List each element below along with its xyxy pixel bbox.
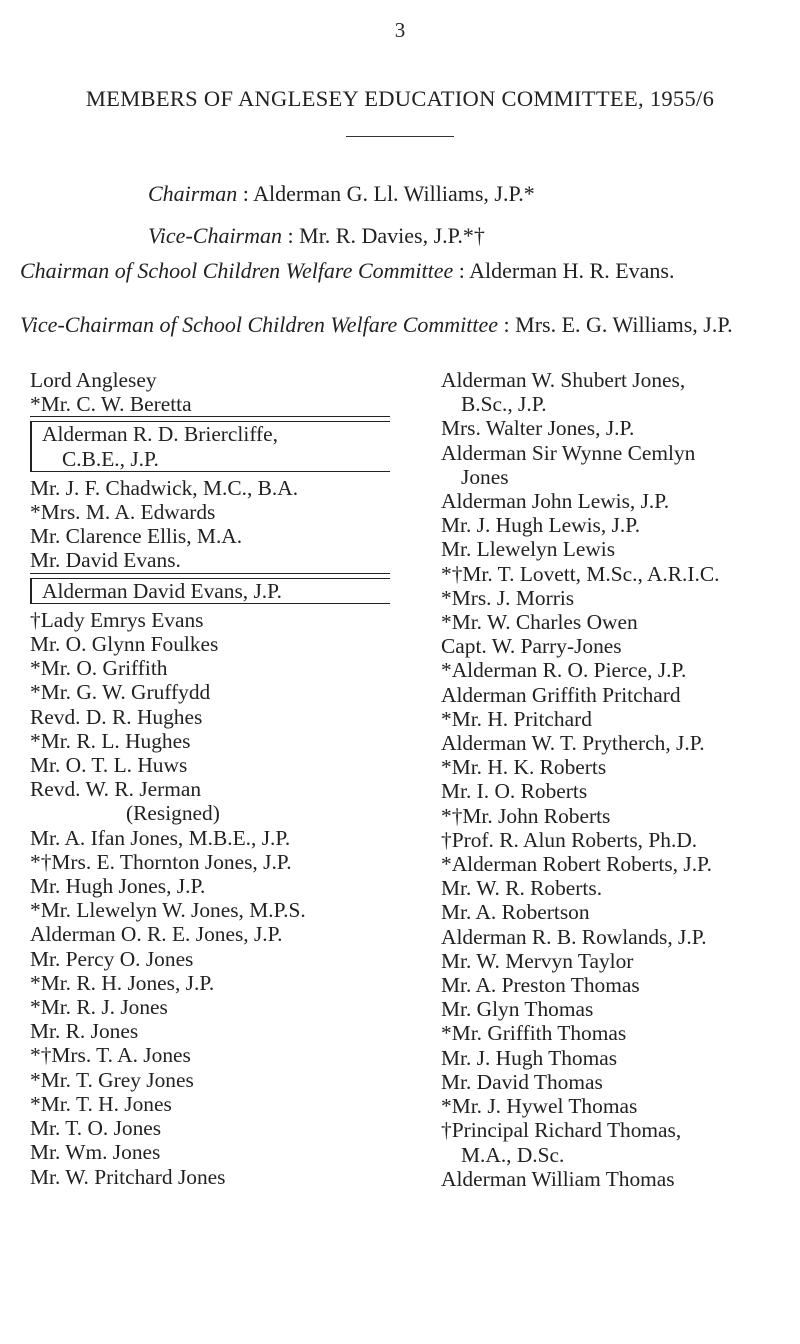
member-entry: Lord Anglesey bbox=[30, 368, 157, 392]
member-entry: *†Mr. T. Lovett, M.Sc., A.R.I.C. bbox=[441, 561, 720, 586]
member-entry: *Mr. Griffith Thomas bbox=[441, 1021, 627, 1046]
member-entry: Revd. D. R. Hughes bbox=[30, 704, 203, 729]
member-entry: Alderman David Evans, J.P. bbox=[42, 578, 283, 603]
member-entry: †Prof. R. Alun Roberts, Ph.D. bbox=[441, 827, 698, 852]
welfare-chairman-block bbox=[20, 256, 782, 285]
member-entry: Alderman William Thomas bbox=[441, 1166, 675, 1191]
member-entry: *Mrs. J. Morris bbox=[441, 585, 575, 610]
member-entry: Mr. W. R. Roberts. bbox=[441, 876, 603, 901]
welfare-chairman-name: : Alderman H. R. Evans. bbox=[458, 258, 675, 283]
member-entry: Alderman John Lewis, J.P. bbox=[441, 489, 670, 514]
member-entry: Mr. J. F. Chadwick, M.C., B.A. bbox=[30, 475, 299, 500]
vice-chairman-line bbox=[148, 222, 485, 250]
welfare-vice-chairman-name: : Mrs. E. G. Williams, J.P. bbox=[503, 312, 733, 337]
member-entry-continued: B.Sc., J.P. bbox=[461, 392, 547, 417]
member-entry: †Lady Emrys Evans bbox=[30, 607, 204, 632]
member-entry: Alderman W. T. Prytherch, J.P. bbox=[441, 731, 705, 756]
vice-chairman-name: : Mr. R. Davies, J.P.*† bbox=[287, 223, 485, 248]
member-entry: Mr. David Evans. bbox=[30, 548, 390, 573]
member-entry: *Alderman Robert Roberts, J.P. bbox=[441, 852, 712, 877]
member-entry: *Mr. T. Grey Jones bbox=[30, 1067, 194, 1092]
members-right-column bbox=[441, 368, 800, 1191]
chairman-line bbox=[148, 180, 535, 208]
member-entry: Alderman R. B. Rowlands, J.P. bbox=[441, 924, 707, 949]
member-entry-note: (Resigned) bbox=[126, 801, 220, 826]
member-entry: Mr. J. Hugh Lewis, J.P. bbox=[441, 513, 641, 538]
member-entry: Alderman W. Shubert Jones, bbox=[441, 368, 686, 392]
member-entry: Mr. T. O. Jones bbox=[30, 1116, 162, 1141]
member-entry: Mr. W. Pritchard Jones bbox=[30, 1164, 226, 1189]
member-entry: Mr. Percy O. Jones bbox=[30, 946, 194, 971]
member-entry: *Mr. J. Hywel Thomas bbox=[441, 1094, 638, 1119]
member-entry: †Principal Richard Thomas, bbox=[441, 1118, 682, 1143]
member-entry: Mr. O. T. L. Huws bbox=[30, 753, 188, 778]
member-entry: *Alderman R. O. Pierce, J.P. bbox=[441, 658, 687, 683]
page-number: 3 bbox=[394, 18, 406, 42]
members-left-column bbox=[30, 368, 390, 1189]
member-entry-continued: Jones bbox=[461, 464, 509, 489]
member-entry: *Mr. T. H. Jones bbox=[30, 1091, 172, 1116]
welfare-vice-chairman-role: Vice-Chairman of School Children Welfare Committee bbox=[20, 312, 499, 337]
welfare-chairman-role: Chairman of School Children Welfare Committee bbox=[20, 258, 454, 283]
member-entry: Mr. Llewelyn Lewis bbox=[441, 537, 616, 562]
member-entry-continued: C.B.E., J.P. bbox=[62, 446, 159, 471]
member-entry: Capt. W. Parry-Jones bbox=[441, 634, 622, 659]
member-entry: *†Mrs. E. Thornton Jones, J.P. bbox=[30, 849, 292, 874]
member-entry: *†Mr. John Roberts bbox=[441, 803, 611, 828]
member-entry: Mr. A. Preston Thomas bbox=[441, 973, 640, 998]
member-entry: *Mr. W. Charles Owen bbox=[441, 610, 638, 635]
page-title: MEMBERS OF ANGLESEY EDUCATION COMMITTEE, 1955/6 bbox=[85, 86, 715, 111]
member-entry: Mrs. Walter Jones, J.P. bbox=[441, 416, 635, 441]
member-entry: *Mr. H. K. Roberts bbox=[441, 755, 607, 780]
member-entry: *Mr. O. Griffith bbox=[30, 656, 168, 681]
member-entry: Mr. Glyn Thomas bbox=[441, 997, 594, 1022]
member-entry: Mr. A. Robertson bbox=[441, 900, 590, 925]
boxed-member-entry bbox=[30, 421, 390, 471]
member-entry: *Mr. R. L. Hughes bbox=[30, 728, 191, 753]
member-entry: *Mr. R. J. Jones bbox=[30, 995, 168, 1020]
member-entry: Mr. R. Jones bbox=[30, 1019, 139, 1044]
member-entry: *Mr. C. W. Beretta bbox=[30, 392, 390, 417]
chairman-name: : Alderman G. Ll. Williams, J.P.* bbox=[242, 181, 535, 206]
boxed-member-entry bbox=[30, 578, 390, 604]
member-entry: Alderman O. R. E. Jones, J.P. bbox=[30, 922, 283, 947]
title-divider bbox=[346, 136, 454, 137]
member-entry: Alderman Sir Wynne Cemlyn bbox=[441, 440, 696, 465]
member-entry-continued: M.A., D.Sc. bbox=[461, 1142, 565, 1167]
member-entry: *Mr. Llewelyn W. Jones, M.P.S. bbox=[30, 898, 306, 923]
chairman-role: Chairman bbox=[148, 181, 238, 206]
member-entry: Mr. A. Ifan Jones, M.B.E., J.P. bbox=[30, 825, 291, 850]
vice-chairman-role: Vice-Chairman bbox=[148, 223, 283, 248]
member-entry: Mr. Clarence Ellis, M.A. bbox=[30, 524, 243, 549]
member-entry: Mr. W. Mervyn Taylor bbox=[441, 948, 634, 973]
member-entry: Mr. David Thomas bbox=[441, 1069, 603, 1094]
member-entry: *†Mrs. T. A. Jones bbox=[30, 1043, 191, 1068]
member-entry: *Mrs. M. A. Edwards bbox=[30, 500, 216, 525]
member-entry: *Mr. R. H. Jones, J.P. bbox=[30, 970, 215, 995]
member-entry: Alderman R. D. Briercliffe, bbox=[42, 422, 279, 447]
member-entry: *Mr. H. Pritchard bbox=[441, 706, 592, 731]
member-entry: Alderman Griffith Pritchard bbox=[441, 682, 681, 707]
member-entry: Revd. W. R. Jerman bbox=[30, 777, 202, 802]
member-entry: Mr. Hugh Jones, J.P. bbox=[30, 874, 206, 899]
member-entry: Mr. Wm. Jones bbox=[30, 1140, 161, 1165]
welfare-vice-chairman-block bbox=[20, 310, 792, 339]
member-entry: Mr. O. Glynn Foulkes bbox=[30, 632, 219, 657]
member-entry: *Mr. G. W. Gruffydd bbox=[30, 680, 211, 705]
member-entry: Mr. J. Hugh Thomas bbox=[441, 1045, 618, 1070]
member-entry: Mr. I. O. Roberts bbox=[441, 779, 588, 804]
